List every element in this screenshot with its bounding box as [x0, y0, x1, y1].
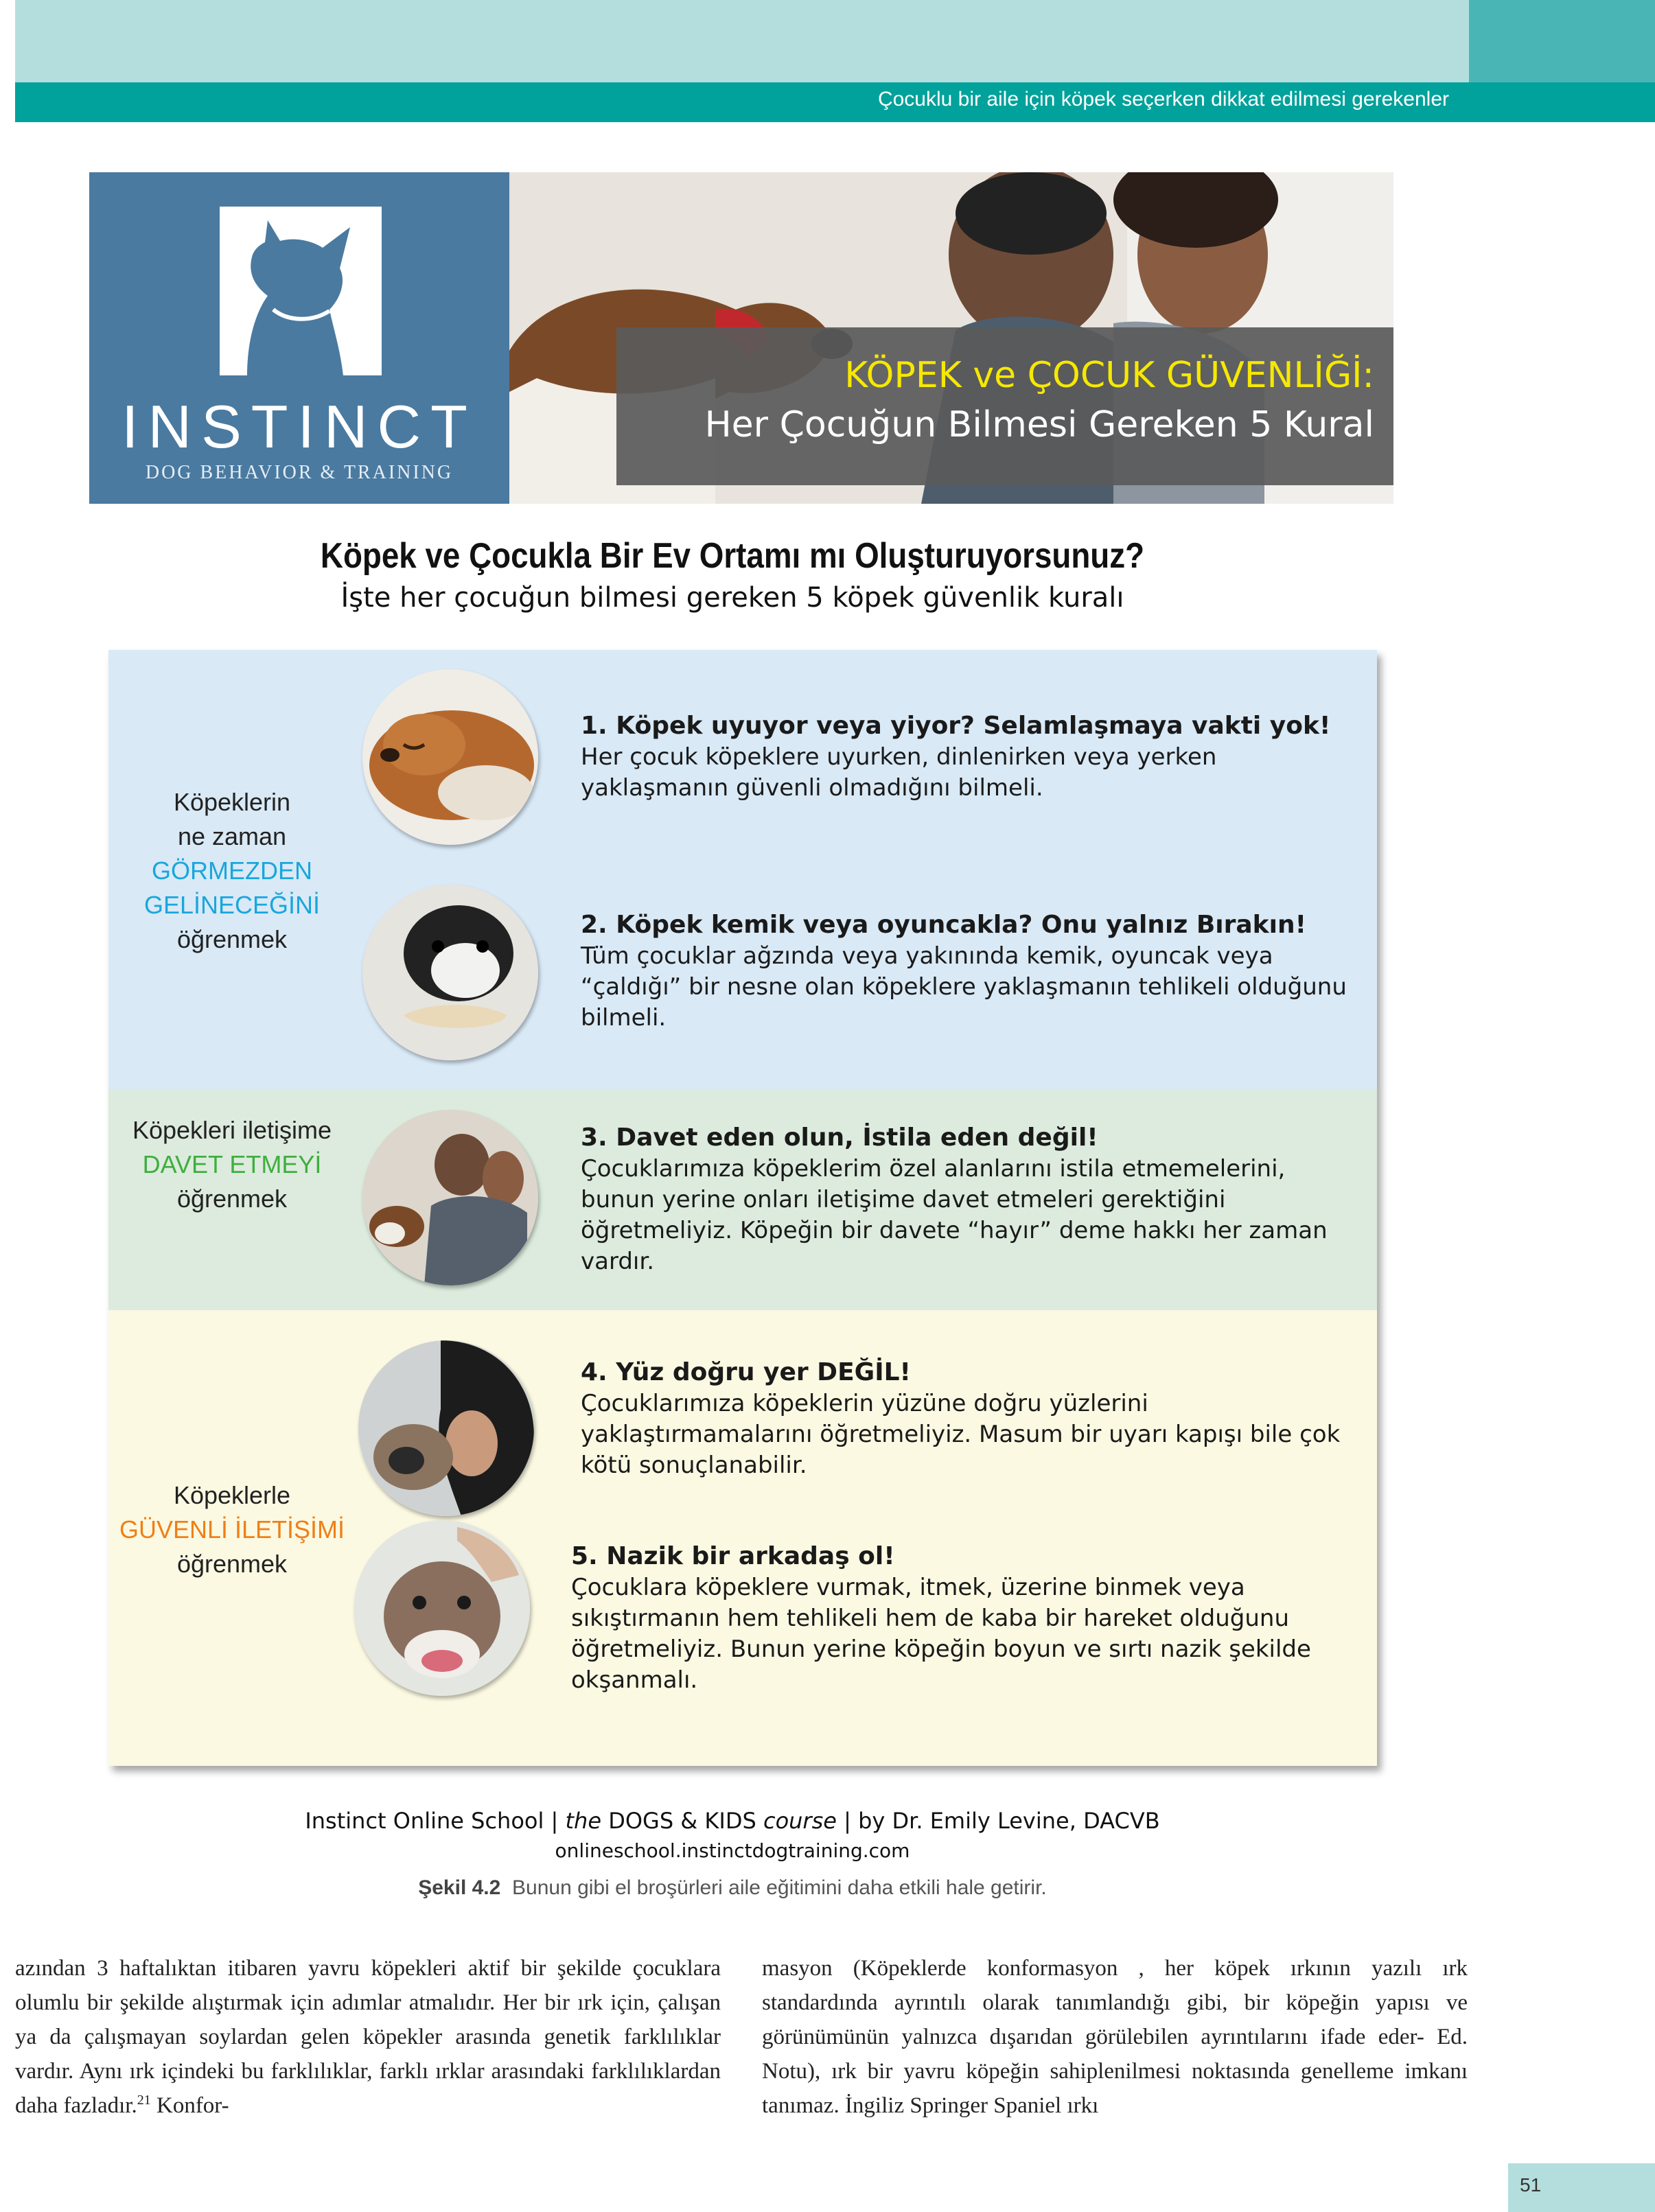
rule-4-text: Çocuklarımıza köpeklerin yüzüne doğru yüzlerini yaklaştırmamalarını öğretmeliyiz. Masum bir uyarı kapışı bile çok kötü sonuçlanabilir. [581, 1390, 1341, 1479]
safety-rules-panel [108, 650, 1377, 1766]
credit-text: the [565, 1808, 602, 1834]
instinct-logo [89, 172, 509, 504]
label-text: Köpeklerle [173, 1481, 291, 1509]
label-text: Köpeklerin [173, 788, 291, 816]
dog-with-bone-photo [362, 885, 538, 1060]
label-text: öğrenmek [176, 1550, 288, 1578]
label-text: Köpekleri iletişime [132, 1116, 332, 1144]
credit-text: course [763, 1808, 837, 1834]
label-text: öğrenmek [176, 925, 288, 953]
rule-5-text: Çocuklara köpeklere vurmak, itmek, üzerine binmek veya sıkıştırmanın hem tehlikeli hem de kaba bir hareket olduğunu öğretmeliyiz. Bunun yerine köpeğin boyun ve sırtı nazik şekilde okşanmalı. [571, 1574, 1311, 1694]
petting-dog-photo [354, 1520, 530, 1696]
banner-subtitle: Her Çocuğun Bilmesi Gereken 5 Kural [704, 404, 1374, 445]
rule-2-title: 2. Köpek kemik veya oyuncakla? Onu yalnız Bırakın! [581, 911, 1306, 939]
rule-2-text: Tüm çocuklar ağzında veya yakınında kemik, oyuncak veya “çaldığı” bir nesne olan köpeklere yaklaşmanın tehlikeli olduğunu bilmeli. [581, 942, 1347, 1032]
poster-credit [0, 1808, 1465, 1834]
credit-text: | by Dr. Emily Levine, DACVB [836, 1808, 1160, 1834]
section-invite [108, 1089, 1377, 1310]
label-text: ne zaman [177, 822, 287, 850]
rule-1-text: Her çocuk köpeklere uyurken, dinlenirken veya yerken yaklaşmanın güvenli olmadığını bilmeli. [581, 743, 1217, 802]
body-text: Konfor- [150, 2093, 229, 2118]
rule-4-title: 4. Yüz doğru yer DEĞİL! [581, 1358, 911, 1386]
running-title: Çocuklu bir aile için köpek seçerken dikkat edilmesi gerekenler [877, 88, 1449, 110]
poster-subheading: İşte her çocuğun bilmesi gereken 5 köpek güvenlik kuralı [340, 582, 1124, 614]
figure-label: Şekil 4.2 [418, 1876, 501, 1899]
label-text: öğrenmek [176, 1185, 288, 1213]
rule-3-title: 3. Davet eden olun, İstila eden değil! [581, 1124, 1098, 1152]
dog-silhouette-icon [220, 207, 382, 375]
logo-wordmark: INSTINCT [121, 393, 477, 461]
body-column-right: masyon (Köpeklerde konformasyon , her köpek ırkının yazılı ırk standardında ayrıntılı olarak tanımlandığı gibi, bir köpeğin yapısı ve görünümünün yalnızca dışarıdan görülebilen ayrıntılarını ifade eder- Ed. Notu), ırk bir yavru köpeğin sahiplenilmesi noktasında genelleme imkanı tanımaz. İngiliz Springer Spaniel ırkı [762, 1956, 1468, 2118]
body-column-left [15, 1951, 721, 2123]
label-highlight: GÜVENLİ İLETİŞİMİ [119, 1515, 345, 1544]
section-ignore-label [108, 785, 356, 957]
banner-title-box [616, 327, 1393, 485]
section-safe-interaction [108, 1310, 1377, 1766]
label-highlight: GÖRMEZDEN [152, 857, 312, 885]
header-band-accent [1469, 0, 1655, 82]
credit-text: Instinct Online School | [305, 1808, 566, 1834]
rule-5-title: 5. Nazik bir arkadaş ol! [571, 1542, 895, 1570]
section-safe-label [108, 1478, 356, 1581]
poster-url: onlineschool.instinctdogtraining.com [555, 1839, 910, 1862]
footnote-marker: 21 [137, 2093, 151, 2108]
sleeping-puppy-photo [362, 669, 538, 845]
family-with-dog-photo [362, 1110, 538, 1285]
label-highlight: DAVET ETMEYİ [142, 1150, 322, 1178]
rule-3-text: Çocuklarımıza köpeklerim özel alanlarını istila etmemelerini, bunun yerine onları iletişime davet etmeleri gerektiğini öğretmeliyiz. Köpeğin bir davete “hayır” deme hakkı her zaman vardır. [581, 1155, 1328, 1275]
body-text: azından 3 haftalıktan itibaren yavru köpekleri aktif bir şekilde çocuklara olumlu bir şekilde alıştırmak için adımlar atmalıdır. Her bir ırk için, çalışan ya da çalışmayan soylardan gelen köpekler arasında genetik farklılıklar vardır. Aynı ırk içindeki bu farklılıklar, farklı ırklar arasındaki farklılıklardan daha fazladır. [15, 1956, 721, 2118]
figure-caption-text: Bunun gibi el broşürleri aile eğitimini daha etkili hale getirir. [512, 1876, 1047, 1899]
poster-heading: Köpek ve Çocukla Bir Ev Ortamı mı Oluşturuyorsunuz? [320, 536, 1145, 576]
woman-kissing-dog-photo [358, 1340, 534, 1516]
label-highlight: GELİNECEĞİNİ [143, 891, 321, 919]
page-number: 51 [1520, 2174, 1542, 2196]
rule-1-title: 1. Köpek uyuyor veya yiyor? Selamlaşmaya vakti yok! [581, 712, 1331, 740]
logo-subtitle: DOG BEHAVIOR & TRAINING [145, 462, 454, 483]
poster-banner [89, 172, 1393, 504]
section-invite-label [108, 1113, 356, 1216]
figure-caption [0, 1876, 1465, 1900]
banner-title: KÖPEK ve ÇOCUK GÜVENLİĞİ: [844, 355, 1374, 396]
credit-text: DOGS & KIDS [601, 1808, 763, 1834]
header-band [15, 0, 1469, 82]
section-ignore [108, 650, 1377, 1089]
